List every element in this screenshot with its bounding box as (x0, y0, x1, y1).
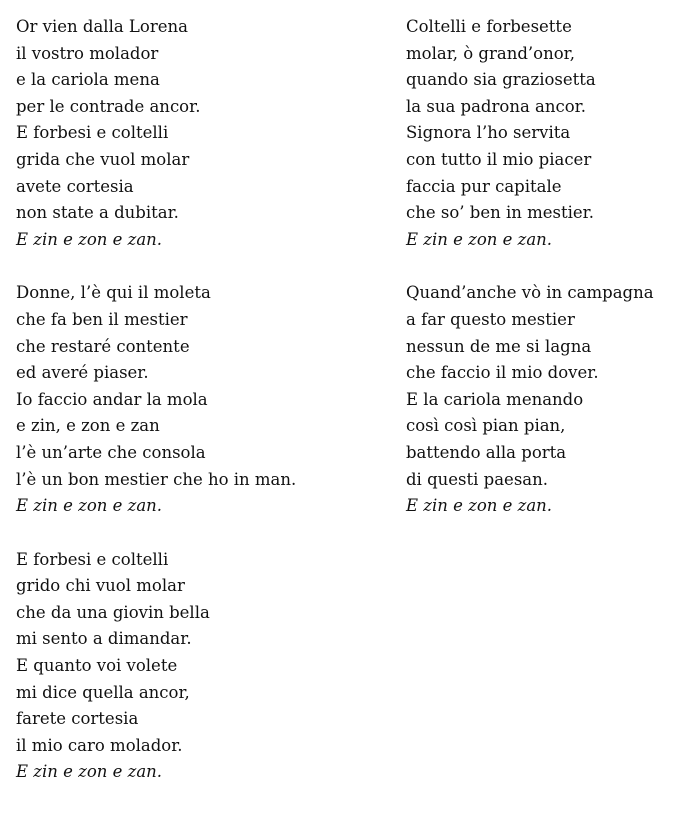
verse-line: quando sia graziosetta (406, 70, 596, 90)
left-column (16, 14, 386, 813)
verse-line: grida che vuol molar (16, 149, 190, 169)
verse-line: che restaré contente (16, 336, 190, 356)
stanza-2 (16, 280, 386, 519)
verse-line: Donne, l’è qui il moleta (16, 283, 211, 303)
verse-line: Signora l’ho servita (406, 123, 571, 143)
verse-line: il mio caro molador. (16, 735, 183, 755)
verse-line: avete cortesia (16, 176, 134, 196)
verse-line: mi sento a dimandar. (16, 629, 192, 649)
verse-line: l’è un bon mestier che ho in man. (16, 469, 297, 489)
stanza-1 (16, 14, 386, 253)
verse-line: nessun de me si lagna (406, 336, 592, 356)
refrain-line: E zin e zon e zan. (406, 496, 553, 516)
verse-line: battendo alla porta (406, 442, 567, 462)
refrain-line: E zin e zon e zan. (16, 496, 163, 516)
stanza-3 (16, 547, 386, 786)
verse-line: e la cariola mena (16, 70, 160, 90)
verse-line: a far questo mestier (406, 309, 575, 329)
verse-line: faccia pur capitale (406, 176, 562, 196)
verse-line: Quand’anche vò in campagna (406, 283, 654, 303)
verse-line: E forbesi e coltelli (16, 549, 169, 569)
verse-line: molar, ò grand’onor, (406, 43, 575, 63)
verse-line: di questi paesan. (406, 469, 548, 489)
verse-line: Coltelli e forbesette (406, 17, 572, 36)
refrain-line: E zin e zon e zan. (406, 229, 553, 249)
verse-line: Io faccio andar la mola (16, 389, 208, 409)
verse-line: farete cortesia (16, 709, 139, 729)
stanza-4 (406, 14, 690, 253)
verse-line: grido chi vuol molar (16, 576, 185, 596)
verse-line: l’è un’arte che consola (16, 442, 206, 462)
verse-line: e zin, e zon e zan (16, 416, 160, 436)
verse-line: che so’ ben in mestier. (406, 203, 594, 223)
verse-line: E quanto voi volete (16, 656, 178, 676)
verse-line: il vostro molador (16, 43, 159, 63)
verse-line: così così pian pian, (406, 416, 566, 436)
refrain-line: E zin e zon e zan. (16, 762, 163, 782)
verse-line: che da una giovin bella (16, 602, 210, 622)
right-column (406, 14, 690, 547)
verse-line: che faccio il mio dover. (406, 363, 599, 383)
refrain-line: E zin e zon e zan. (16, 229, 163, 249)
verse-line: E la cariola menando (406, 389, 584, 409)
verse-line: la sua padrona ancor. (406, 96, 586, 116)
stanza-5 (406, 280, 690, 519)
verse-line: che fa ben il mestier (16, 309, 188, 329)
verse-line: Or vien dalla Lorena (16, 17, 188, 36)
verse-line: con tutto il mio piacer (406, 149, 592, 169)
verse-line: mi dice quella ancor, (16, 682, 190, 702)
verse-line: per le contrade ancor. (16, 96, 201, 116)
verse-line: E forbesi e coltelli (16, 123, 169, 143)
verse-line: ed averé piaser. (16, 363, 149, 383)
verse-line: non state a dubitar. (16, 203, 179, 223)
